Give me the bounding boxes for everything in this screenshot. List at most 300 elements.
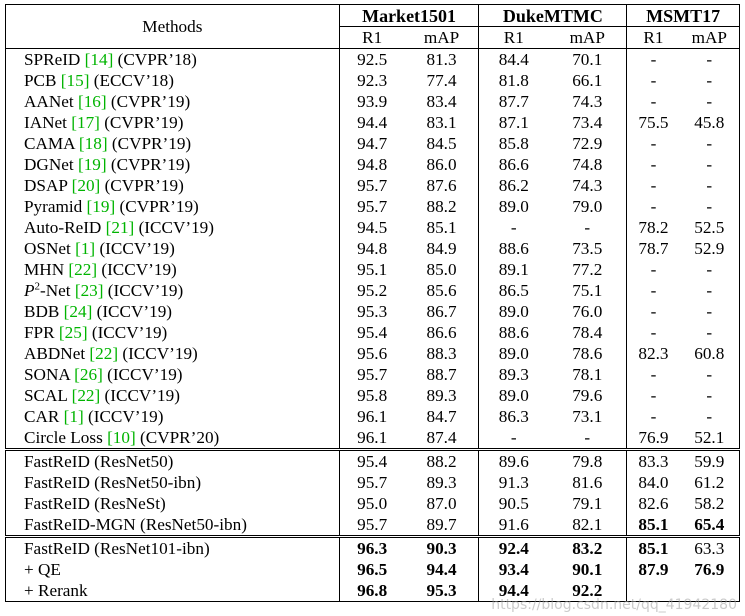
metric-value: 81.3 [405,49,479,71]
metric-value: 88.6 [498,238,529,258]
metric-value: 74.8 [548,154,627,175]
method-name-cell [6,450,340,473]
metric-value: 89.6 [479,450,548,473]
metric-value: 87.9 [638,559,669,579]
method-name-cell [6,301,340,322]
citation-bracket: [ [77,154,84,174]
metric-value: - [680,259,740,280]
dataset-header-market1501: Market1501 [339,5,479,27]
metric-value: 79.0 [548,196,627,217]
citation-bracket: ] [91,259,98,279]
metric-value: 91.6 [498,514,529,534]
venue: (ICCV’19) [91,322,168,342]
metric-value: 75.1 [548,280,627,301]
citation-bracket: [ [74,280,81,300]
metric-value: 95.3 [405,580,479,602]
method-name-cell [6,406,340,427]
citation-bracket: [ [74,364,80,384]
metric-header: R1 [479,27,548,49]
method-name-cell [6,70,340,91]
metric-value: 84.5 [405,133,479,154]
metric-value: 78.4 [548,322,627,343]
metric-value: 70.1 [548,49,627,71]
citation-bracket: ] [97,280,104,300]
metric-value: 82.6 [638,493,669,513]
citation-bracket: [ [78,133,85,153]
metric-value: 90.3 [405,537,479,560]
citation-bracket: [ [60,70,67,90]
venue: (ICCV’19) [122,343,198,363]
metric-value: 84.4 [479,49,548,71]
method-name: SONA [24,364,70,384]
metric-value: 86.6 [498,154,529,174]
metric-value: - [680,322,740,343]
table-row [6,450,740,473]
table-row [6,559,740,580]
citation-bracket: ] [89,238,96,258]
metric-value: 95.4 [339,450,404,473]
metric-value: - [650,385,657,405]
method-name-cell [6,175,340,196]
method-name: Circle Loss [24,427,103,447]
method-name: P [24,280,35,300]
citation-bracket: ] [100,154,107,174]
metric-value: 89.3 [405,385,479,406]
metric-value: 87.7 [498,91,529,111]
citation-link[interactable]: 16 [83,91,101,111]
method-name-cell [6,580,340,602]
metric-value: 89.7 [405,514,479,537]
method-name: SPReID [24,49,81,69]
citation-bracket: [ [107,427,113,447]
methods-header: Methods [6,5,340,49]
method-name-cell [6,238,340,259]
citation-link[interactable]: 22 [74,259,92,279]
metric-value: 89.3 [498,364,529,384]
metric-value: 96.1 [357,427,388,447]
metric-value: 94.8 [357,154,388,174]
citation-bracket: [ [63,301,70,321]
metric-value: 87.0 [405,493,479,514]
citation-bracket: [ [71,175,78,195]
venue: (ICCV’19) [88,406,164,426]
metric-value: - [510,217,517,237]
metric-value: 95.6 [357,343,388,363]
method-name-superscript: 2 [34,279,40,292]
metric-value: 84.7 [405,406,479,427]
method-name-cell [6,385,340,406]
metric-value: 85.6 [405,280,479,301]
metric-header: mAP [405,27,479,49]
metric-value: 94.7 [357,133,388,153]
metric-value: - [650,406,657,426]
citation-link[interactable]: 22 [77,385,95,405]
results-table-body [6,49,740,602]
metric-value: 92.4 [479,537,548,560]
metric-value: 78.1 [548,364,627,385]
table-row [6,343,740,364]
metric-value: 59.9 [680,450,740,473]
venue: (ICCV’19) [104,385,180,405]
metric-value: 61.2 [680,472,740,493]
metric-value: 85.1 [638,514,669,534]
citation-bracket: ] [86,301,93,321]
metric-value: 73.4 [548,112,627,133]
metric-value: 89.0 [498,301,529,321]
metric-value: 95.7 [357,364,388,384]
table-row [6,427,740,450]
citation-bracket: ] [97,364,103,384]
table-row [6,385,740,406]
metric-value: 94.4 [405,559,479,580]
metric-value: 88.7 [405,364,479,385]
metric-value: 92.3 [357,70,388,90]
metric-value: 86.7 [405,301,479,322]
method-name: CAR [24,406,60,426]
method-name: Pyramid [24,196,83,216]
method-name: FastReID-MGN (ResNet50-ibn) [24,514,247,534]
table-row [6,514,740,537]
metric-value: 83.3 [627,450,680,473]
citation-bracket: ] [107,49,114,69]
citation-bracket: [ [58,322,65,342]
metric-value: - [680,301,740,322]
venue: (CVPR’19) [110,91,191,111]
venue: (CVPR’19) [104,175,184,195]
table-row [6,133,740,154]
metric-value: 78.6 [548,343,627,364]
metric-value: 91.3 [498,472,529,492]
metric-value: 86.5 [498,280,529,300]
table-row [6,217,740,238]
citation-link[interactable]: 10 [112,427,130,447]
method-name-cell [6,322,340,343]
metric-value: - [650,91,657,111]
citation-bracket: ] [101,133,108,153]
metric-value: 66.1 [548,70,627,91]
citation-bracket: ] [129,427,136,447]
dataset-header-msmt17: MSMT17 [627,5,740,27]
metric-value: - [680,175,740,196]
citation-bracket: ] [100,91,107,111]
citation-bracket: [ [89,343,96,363]
metric-value: - [548,217,627,238]
method-name: FastReID (ResNet101-ibn) [24,538,210,558]
metric-value: 89.3 [405,472,479,493]
method-name: + QE [24,559,61,579]
metric-value: 76.9 [638,427,669,447]
citation-bracket: [ [71,112,77,132]
metric-header: mAP [548,27,627,49]
method-name-cell [6,364,340,385]
metric-value: 78.2 [638,217,669,237]
metric-value: 76.0 [548,301,627,322]
metric-value: 90.1 [548,559,627,580]
metric-value: - [680,133,740,154]
metric-value: 85.0 [405,259,479,280]
metric-value: - [680,280,740,301]
metric-value: 92.2 [548,580,627,602]
metric-value: 95.1 [357,259,388,279]
method-name-cell [6,537,340,560]
metric-value: 81.6 [548,472,627,493]
method-name-cell [6,154,340,175]
metric-value: 85.8 [498,133,529,153]
method-name-cell [6,133,340,154]
metric-value: 86.6 [405,322,479,343]
venue: (ICCV’19) [138,217,215,237]
metric-value: 83.1 [405,112,479,133]
citation-bracket: [ [105,217,112,237]
metric-value: 88.3 [405,343,479,364]
metric-value: 95.8 [357,385,388,405]
metric-value: - [650,301,657,321]
metric-value: 83.2 [548,537,627,560]
method-name: FastReID (ResNet50) [24,451,174,471]
citation-bracket: ] [81,322,88,342]
metric-value: 95.4 [357,322,388,342]
citation-link[interactable]: 22 [95,343,113,363]
method-name: MHN [24,259,65,279]
metric-value: 81.8 [498,70,529,90]
method-name-cell [6,343,340,364]
metric-value: 92.5 [339,49,404,71]
method-name: FPR [24,322,55,342]
metric-value: 87.6 [405,175,479,196]
dataset-header-dukemtmc: DukeMTMC [479,5,627,27]
metric-value: - [650,259,657,279]
metric-value: 96.5 [357,559,388,579]
metric-value: 45.8 [680,112,740,133]
method-name: DGNet [24,154,74,174]
citation-link[interactable]: 18 [84,133,102,153]
citation-bracket: [ [84,49,91,69]
metric-value: 52.5 [680,217,740,238]
citation-link[interactable]: 24 [69,301,87,321]
metric-value: 73.5 [548,238,627,259]
metric-value: - [650,154,657,174]
metric-value: 74.3 [548,175,627,196]
method-name-cell [6,559,340,580]
venue: (CVPR’19) [119,196,199,216]
table-row [6,238,740,259]
metric-value: - [680,196,740,217]
method-name: IANet [24,112,67,132]
citation-link[interactable]: 26 [79,364,98,384]
venue: (CVPR’19) [104,112,184,132]
metric-value: 77.2 [548,259,627,280]
metric-value: 60.8 [680,343,740,364]
venue: (CVPR’19) [110,154,191,174]
citation-bracket: ] [94,175,101,195]
metric-header: mAP [680,27,740,49]
metric-value: - [680,406,740,427]
metric-value: 93.9 [357,91,388,111]
metric-value: 94.4 [357,112,388,132]
metric-value: 95.7 [357,514,388,534]
citation-bracket: [ [63,406,70,426]
table-row [6,196,740,217]
metric-value: 96.1 [357,406,388,426]
metric-value: 95.3 [357,301,388,321]
citation-bracket: ] [77,406,84,426]
metric-value: 87.1 [498,112,529,132]
method-name-cell [6,427,340,450]
metric-value: - [680,385,740,406]
header-row-datasets [6,5,740,27]
method-name-cell [6,514,340,537]
metric-value: 86.0 [405,154,479,175]
method-name: AANet [24,91,74,111]
citation-link[interactable]: 21 [111,217,129,237]
results-table [5,4,740,602]
venue: (ICCV’19) [107,280,184,300]
citation-link[interactable]: 19 [83,154,101,174]
venue: (ICCV’19) [96,301,173,321]
metric-value: - [680,364,740,385]
metric-value: 52.1 [680,427,740,450]
citation-bracket: [ [68,259,75,279]
metric-value: 79.8 [548,450,627,473]
metric-value: 58.2 [680,493,740,514]
metric-value: 84.9 [405,238,479,259]
metric-value: 86.2 [498,175,529,195]
venue: (ECCV’18) [93,70,174,90]
method-name: + Rerank [24,580,88,600]
metric-value: - [650,70,657,90]
method-name: DSAP [24,175,68,195]
citation-link[interactable]: 25 [64,322,82,342]
metric-value: - [680,91,740,112]
method-name-cell [6,472,340,493]
metric-value: 89.0 [498,343,529,363]
method-name: SCAL [24,385,68,405]
citation-link[interactable]: 15 [66,70,84,90]
citation-bracket: ] [83,70,90,90]
metric-value: 85.1 [627,537,680,560]
metric-value: 89.0 [498,196,529,216]
table-row [6,364,740,385]
metric-header: R1 [627,27,680,49]
citation-link[interactable]: 19 [92,196,110,216]
metric-value: 96.8 [339,580,404,602]
metric-value: 76.9 [680,559,740,580]
metric-value: 95.0 [357,493,388,513]
citation-bracket: ] [128,217,135,237]
metric-value: 88.6 [498,322,529,342]
metric-value: - [627,49,680,71]
metric-value: 73.1 [548,406,627,427]
metric-value: 63.3 [680,537,740,560]
venue: (CVPR’20) [140,427,220,447]
metric-value: 84.0 [638,472,669,492]
metric-value: 75.5 [638,112,669,132]
citation-link[interactable]: 1 [69,406,78,426]
table-row [6,259,740,280]
citation-link[interactable]: 1 [80,238,90,258]
citation-bracket: ] [94,112,100,132]
metric-value: 87.4 [405,427,479,450]
citation-bracket: [ [86,196,93,216]
metric-value: 78.7 [638,238,669,258]
metric-value: 85.1 [405,217,479,238]
citation-bracket: [ [77,91,84,111]
metric-value: 95.7 [357,196,388,216]
citation-bracket: ] [109,196,116,216]
method-name: OSNet [24,238,71,258]
table-row [6,154,740,175]
method-name-cell [6,259,340,280]
table-row [6,301,740,322]
table-row [6,493,740,514]
metric-value: 95.2 [357,280,388,300]
method-name: CAMA [24,133,75,153]
metric-value: 82.3 [638,343,669,363]
metric-value: - [650,175,657,195]
citation-bracket: ] [94,385,101,405]
metric-value: 96.3 [339,537,404,560]
metric-value: 93.4 [498,559,529,579]
table-row [6,70,740,91]
metric-value: - [680,70,740,91]
metric-value: 95.7 [357,472,388,492]
venue: (ICCV’19) [99,238,175,258]
metric-value: - [650,196,657,216]
table-row [6,49,740,71]
metric-value: 65.4 [680,514,740,537]
metric-value: 86.3 [498,406,529,426]
metric-header: R1 [339,27,404,49]
method-name: FastReID (ResNet50-ibn) [24,472,202,492]
metric-value: - [680,154,740,175]
citation-bracket: [ [71,385,78,405]
table-row [6,280,740,301]
metric-value: - [650,364,657,384]
watermark: https://blog.csdn.net/qq_41942180 [491,597,737,613]
citation-link[interactable]: 23 [80,280,98,300]
citation-link[interactable]: 17 [76,112,95,132]
method-name-cell [6,493,340,514]
method-name: BDB [24,301,60,321]
table-row [6,406,740,427]
metric-value: - [650,280,657,300]
table-row [6,537,740,560]
method-name-cell [6,196,340,217]
metric-value: 94.4 [479,580,548,602]
table-row [6,322,740,343]
citation-link[interactable]: 14 [90,49,108,69]
citation-link[interactable]: 20 [77,175,95,195]
method-name-suffix: -Net [40,280,71,300]
metric-value: 94.8 [357,238,388,258]
venue: (ICCV’19) [101,259,177,279]
method-name: Auto-ReID [24,217,102,237]
metric-value: 88.2 [405,450,479,473]
metric-value: - [510,427,517,447]
method-name-cell [6,280,340,301]
metric-value: 89.1 [498,259,529,279]
method-name-cell [6,91,340,112]
metric-value: 72.9 [548,133,627,154]
metric-value: - [548,427,627,450]
table-row [6,91,740,112]
table-row [6,175,740,196]
metric-value: 82.1 [548,514,627,537]
venue: (CVPR’19) [111,133,192,153]
metric-value: 83.4 [405,91,479,112]
metric-value: 88.2 [405,196,479,217]
metric-value: 94.5 [357,217,388,237]
